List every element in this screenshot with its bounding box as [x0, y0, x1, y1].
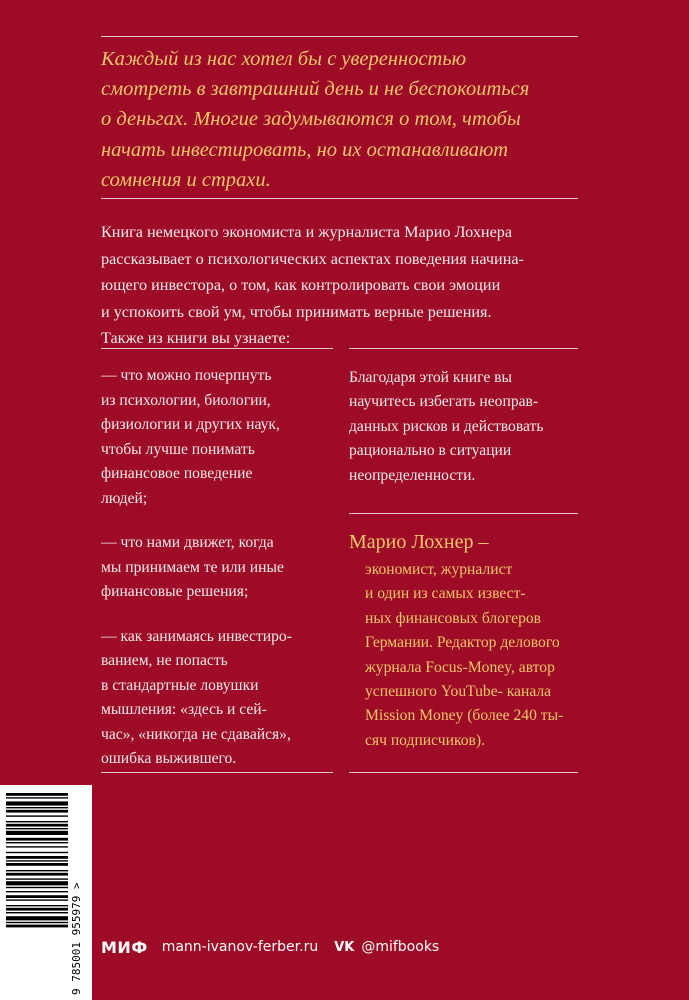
- description-line: и успокоить свой ум, чтобы принимать верные решения.: [101, 302, 492, 321]
- list-item-line: ванием, не попасть: [101, 652, 228, 669]
- barcode-bar: [6, 846, 68, 847]
- list-item: [101, 531, 333, 605]
- author-bio-line: сяч подписчиков).: [365, 731, 485, 749]
- author-bio-line: журнала Focus-Money, автор: [365, 658, 555, 676]
- author-bio-text: [349, 558, 589, 753]
- isbn-barcode: [0, 785, 92, 1000]
- barcode-bar: [6, 912, 68, 913]
- barcode-bar: [6, 908, 68, 911]
- benefit-line: рационально в ситуации: [349, 442, 512, 460]
- list-item-line: — что можно почерпнуть: [101, 367, 272, 384]
- author-top-rule: [349, 513, 578, 514]
- quote-bottom-rule: [101, 198, 578, 199]
- barcode-bar: [6, 899, 68, 900]
- list-item-line: людей;: [101, 489, 148, 507]
- barcode-bar: [6, 905, 68, 906]
- barcode-bar: [6, 922, 68, 923]
- social-handle[interactable]: @mifbooks: [361, 939, 440, 955]
- barcode-bar: [6, 878, 68, 879]
- top-rule: [101, 36, 578, 37]
- benefit-line: неопределенности.: [349, 466, 476, 484]
- author-bio-line: Mission Money (более 240 ты-: [365, 707, 564, 725]
- barcode-bar: [6, 831, 68, 835]
- barcode-bar: [6, 895, 68, 898]
- barcode-bar: [6, 873, 68, 876]
- description-line: Также из книги вы узнаете:: [101, 329, 291, 347]
- barcode-bar: [6, 870, 68, 871]
- barcode-bar: [6, 801, 68, 805]
- list-item-line: мы принимаем те или иные: [101, 558, 284, 576]
- barcode-bar: [6, 916, 68, 920]
- barcode-bar: [6, 821, 68, 822]
- author-bio-line: ных финансовых блогеров: [365, 609, 542, 627]
- publisher-footer: [101, 935, 439, 959]
- barcode-bar: [6, 856, 68, 859]
- author-bio-line: Германии. Редактор делового: [365, 634, 560, 652]
- quote-line: о деньгах. Многие задумываются о том, чтобы: [101, 108, 521, 131]
- author-bio-line: экономист, журналист: [365, 561, 513, 578]
- learning-list: [101, 364, 333, 792]
- list-item-line: — как занимаясь инвестиро-: [101, 627, 292, 645]
- description-line: Книга немецкого экономиста и журналиста Марио Лохнера: [101, 223, 513, 241]
- quote-line: смотреть в завтрашний день и не беспокоиться: [101, 78, 530, 101]
- author-bio: [349, 530, 589, 753]
- benefit-line: научитесь избегать неоправ-: [349, 393, 539, 411]
- barcode-bar: [6, 863, 68, 866]
- list-item-line: финансовое поведение: [101, 465, 253, 482]
- barcode-bar: [6, 810, 68, 813]
- barcode-bar: [6, 852, 68, 853]
- list-item-line: чтобы лучше понимать: [101, 440, 255, 458]
- author-name: Марио Лохнер –: [349, 531, 489, 553]
- list-item-line: мышления: «здесь и сей-: [101, 701, 267, 718]
- barcode-bar: [6, 891, 68, 892]
- barcode-bar: [6, 838, 68, 841]
- author-bio-line: и один из самых извест-: [365, 585, 526, 603]
- quote-line: сомнения и страхи.: [101, 168, 271, 191]
- benefit-line: данных рисков и действовать: [349, 417, 544, 435]
- book-description: [101, 219, 611, 352]
- barcode-bar: [6, 925, 68, 928]
- barcode-bar: [6, 881, 68, 885]
- list-item-line: финансовые решения;: [101, 583, 249, 600]
- barcode-bar: [6, 842, 68, 843]
- barcode-bar: [6, 815, 68, 816]
- barcode-bar: [6, 807, 68, 808]
- benefit-line: Благодаря этой книге вы: [349, 369, 512, 386]
- right-column-bottom-rule: [349, 772, 578, 773]
- quote-line: начать инвестировать, но их останавливают: [101, 138, 509, 161]
- barcode-bar: [6, 860, 68, 861]
- barcode-bar: [6, 793, 68, 796]
- publisher-logo: МИФ: [101, 937, 148, 957]
- barcode-bar: [6, 828, 68, 829]
- barcode-digits: 9 785001 955979 >: [70, 882, 83, 995]
- list-item: [101, 364, 333, 511]
- barcode-bar: [6, 797, 68, 798]
- barcode-bar: [6, 887, 68, 888]
- list-item-line: — что нами движет, когда: [101, 534, 274, 551]
- quote-line: Каждый из нас хотел бы с уверенностью: [101, 48, 467, 70]
- list-item-line: час», «никогда не сдавайся»,: [101, 725, 291, 743]
- list-item-line: ошибка выжившего.: [101, 750, 237, 767]
- benefit-paragraph: [349, 366, 581, 488]
- cover-quote: [101, 44, 591, 195]
- vk-icon[interactable]: VK: [334, 939, 355, 955]
- website-link[interactable]: mann-ivanov-ferber.ru: [161, 939, 319, 955]
- description-line: ющего инвестора, о том, как контролировать свои эмоции: [101, 276, 501, 294]
- list-item-line: в стандартные ловушки: [101, 676, 259, 694]
- list-item-line: физиологии и других наук,: [101, 416, 280, 433]
- list-item-line: из психологии, биологии,: [101, 391, 271, 409]
- barcode-graphic: [0, 785, 92, 1000]
- barcode-bar: [6, 824, 68, 827]
- author-bio-line: успешного YouTube- канала: [365, 683, 552, 701]
- list-item: [101, 625, 333, 772]
- description-line: рассказывает о психологических аспектах поведения начина-: [101, 249, 524, 268]
